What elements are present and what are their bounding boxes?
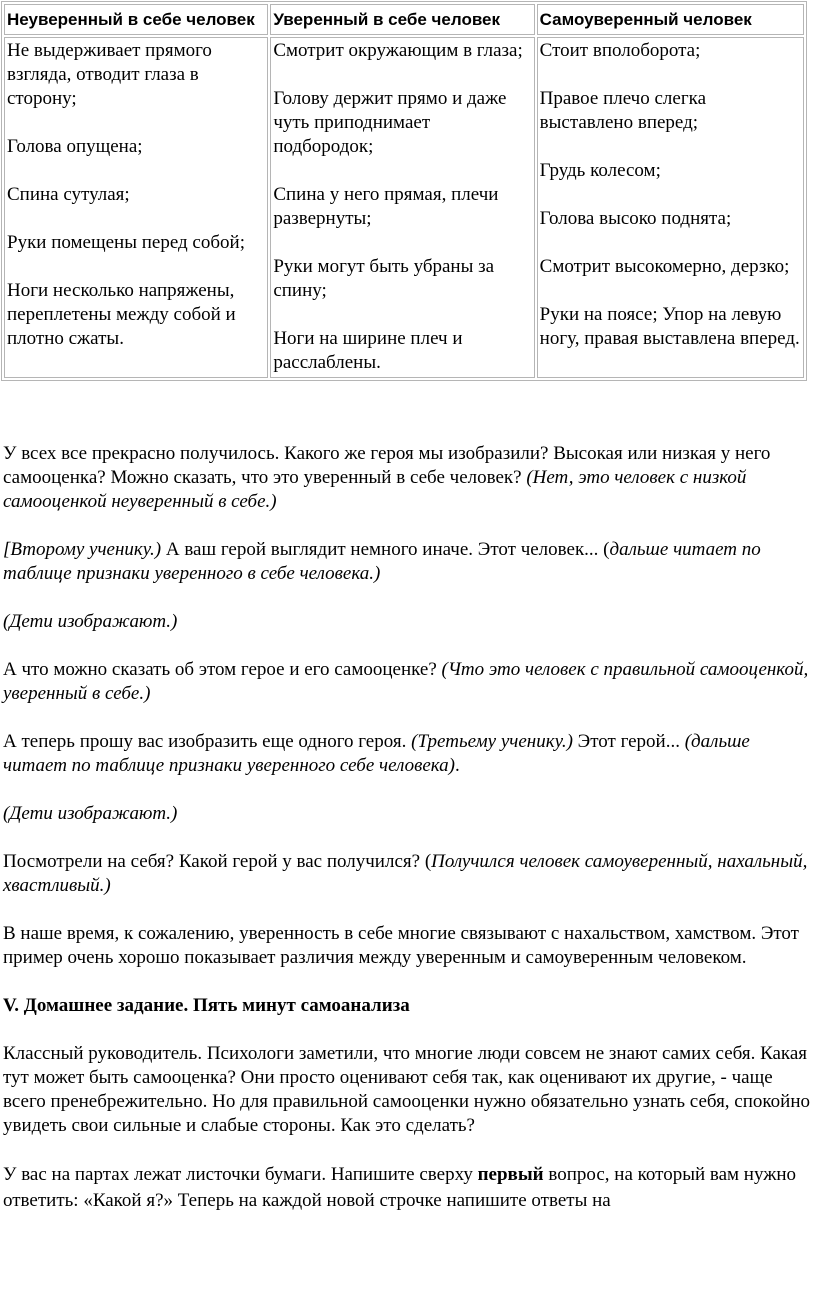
header-confident: Уверенный в себе человек [270,4,534,35]
list-item: Голова высоко поднята; [539,208,732,229]
paragraph: (Дети изображают.) [3,803,178,824]
list-item: Не выдерживает прямого взгляда, отводит глаза в сторону; [7,40,212,109]
paragraph: (Дети изображают.) [3,611,178,632]
list-item: Спина сутулая; [7,184,130,205]
list-item: Ноги на ширине плеч и расслаблены. [273,328,463,373]
cell-insecure [4,37,268,378]
list-item: Смотрит высокомерно, дерзко; [539,256,790,277]
list-item: Голова опущена; [7,136,143,157]
lesson-text [3,442,813,1238]
table-row [4,37,804,378]
cell-confident [270,37,534,378]
list-item: Смотрит окружающим в глаза; [273,40,523,61]
list-item: Руки могут быть убраны за спину; [273,256,495,301]
header-overconfident: Самоуверенный человек [537,4,804,35]
paragraph: У всех все прекрасно получилось. Какого же героя мы изобразили? Высокая или низкая у него самооценка? Можно сказать, что это уверенный в себе человек? (Нет, это человек с низкой самооценкой неуверенный в себе.) [3,443,771,512]
paragraph: В наше время, к сожалению, уверенность в себе многие связывают с нахальством, хамством. Этот пример очень хорошо показывает различия между уверенным и самоуверенным человеком. [3,923,799,968]
list-item: Грудь колесом; [539,160,661,181]
paragraph: А что можно сказать об этом герое и его самооценке? (Что это человек с правильной самооценкой, уверенный в себе.) [3,659,809,704]
list-item: Ноги несколько напряжены, переплетены между собой и плотно сжаты. [7,280,236,349]
list-item: Голову держит прямо и даже чуть приподнимает подбородок; [273,88,507,157]
comparison-table [1,1,807,381]
list-item: Стоит вполоборота; [539,40,701,61]
paragraph: У вас на партах лежат листочки бумаги. Напишите сверху первый вопрос, на который вам нужно ответить: «Какой я?» Теперь на каждой новой строчке напишите ответы на [3,1164,797,1211]
list-item: Спина у него прямая, плечи развернуты; [273,184,499,229]
table-header-row [4,4,804,35]
paragraph: Посмотрели на себя? Какой герой у вас получился? (Получился человек самоуверенный, нахальный, хвастливый.) [3,851,808,896]
list-item: Руки на поясе; Упор на левую ногу, правая выставлена вперед. [539,304,800,349]
cell-overconfident [537,37,804,378]
header-insecure: Неуверенный в себе человек [4,4,268,35]
paragraph: [Второму ученику.) А ваш герой выглядит немного иначе. Этот человек... (дальше читает по таблице признаки уверенного в себе человека.) [3,539,761,584]
paragraph: Классный руководитель. Психологи заметили, что многие люди совсем не знают самих себя. Какая тут может быть самооценка? Они просто оценивают себя так, как оценивают их другие, - чаще всего пренебрежительно. Но для правильной самооценки нужно обязательно узнать себя, спокойно увидеть свои сильные и слабые стороны. Как это сделать? [3,1043,811,1136]
section-heading: V. Домашнее задание. Пять минут самоанализа [3,995,410,1016]
list-item: Правое плечо слегка выставлено вперед; [539,88,706,133]
paragraph: А теперь прошу вас изобразить еще одного героя. (Третьему ученику.) Этот герой... (дальше читает по таблице признаки уверенного себе человека). [3,731,750,776]
list-item: Руки помещены перед собой; [7,232,245,253]
